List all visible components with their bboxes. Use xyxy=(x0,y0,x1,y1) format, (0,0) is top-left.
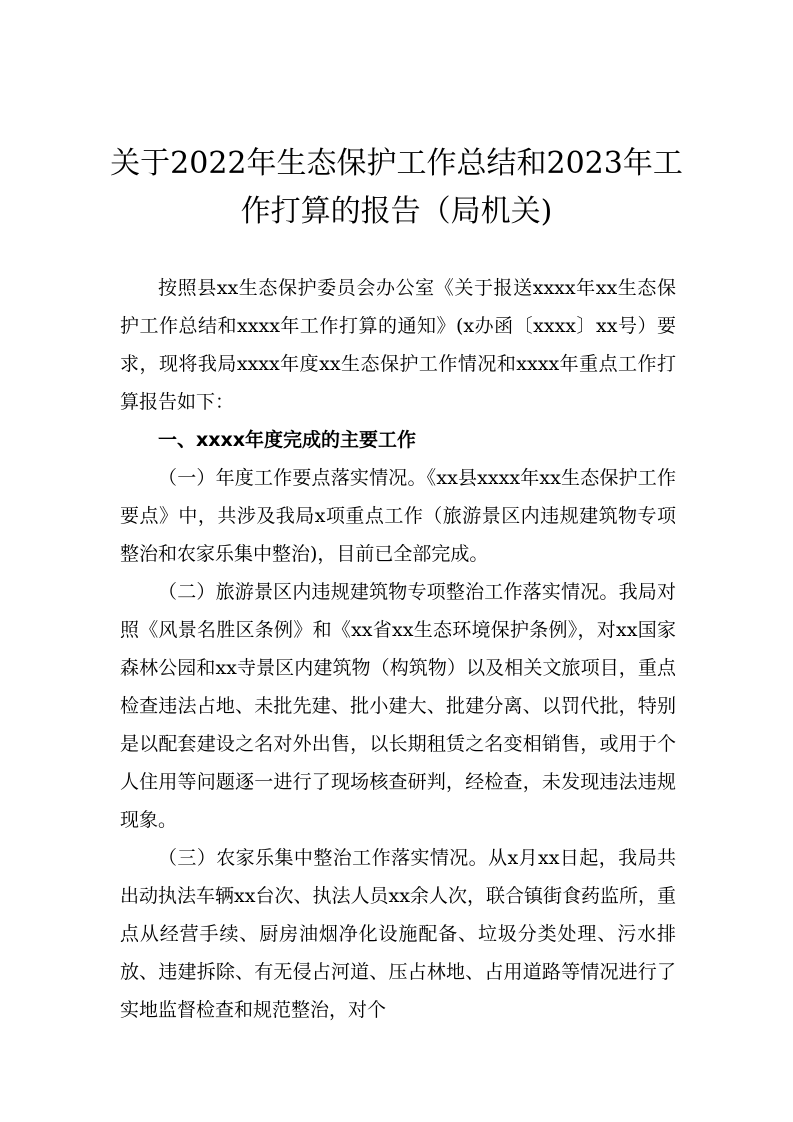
title-line-2: 作打算的报告（局机关) xyxy=(240,194,553,229)
document-body xyxy=(120,269,676,1029)
paragraph-item-3: （三）农家乐集中整治工作落实情况。从x月xx日起，我局共出动执法车辆xx台次、执法人员xx余人次，联合镇街食药监所，重点从经营手续、厨房油烟净化设施配备、垃圾分类处理、污水排放、违建拆除、有无侵占河道、压占林地、占用道路等情况进行了实地监督检查和规范整治，对个 xyxy=(120,847,676,1021)
title-line-1: 关于2022年生态保护工作总结和2023年工 xyxy=(110,146,683,181)
intro-paragraph: 按照县xx生态保护委员会办公室《关于报送xxxx年xx生态保护工作总结和xxxx年工作打算的通知》(x办函〔xxxx〕xx号）要求，现将我局xxxx年度xx生态保护工作情况和xxxx年重点工作打算报告如下： xyxy=(120,277,676,413)
paragraph-item-1: （一）年度工作要点落实情况。《xx县xxxx年xx生态保护工作要点》中，共涉及我局x项重点工作（旅游景区内违规建筑物专项整治和农家乐集中整治)，目前已全部完成。 xyxy=(120,467,676,565)
paragraph-item-2: （二）旅游景区内违规建筑物专项整治工作落实情况。我局对照《风景名胜区条例》和《xx省xx生态环境保护条例》，对xx国家森林公园和xx寺景区内建筑物（构筑物）以及相关文旅项目，重点检查违法占地、未批先建、批小建大、批建分离、以罚代批，特别是以配套建设之名对外出售，以长期租赁之名变相销售，或用于个人住用等问题逐一进行了现场核查研判，经检查，未发现违法违规现象。 xyxy=(120,581,676,831)
document-title xyxy=(110,140,683,236)
section-heading: 一、xxxx年度完成的主要工作 xyxy=(158,429,417,451)
